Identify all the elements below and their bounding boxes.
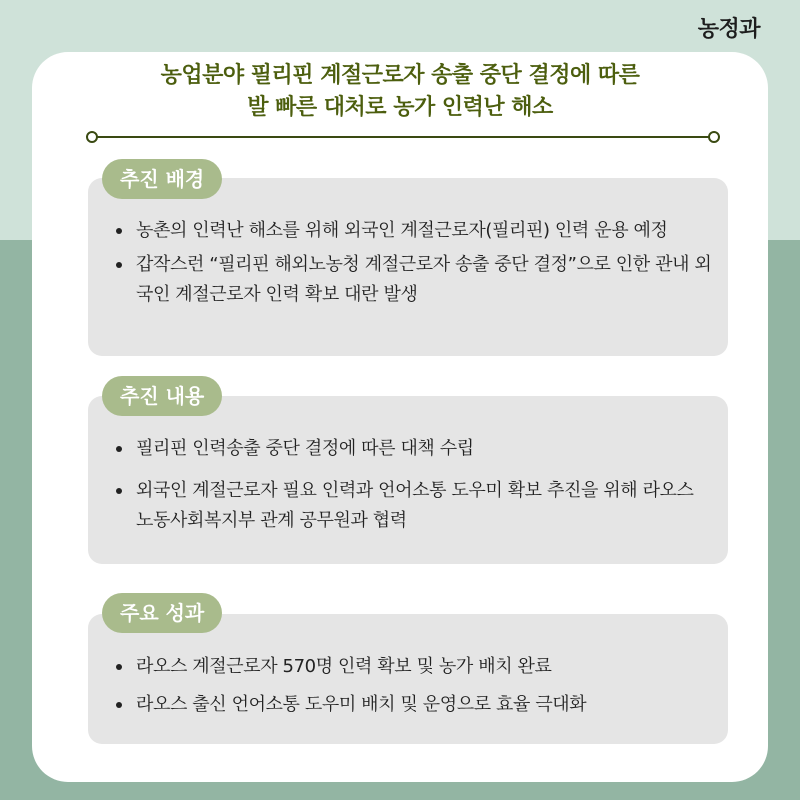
- list-item-text: 농촌의 인력난 해소를 위해 외국인 계절근로자(필리핀) 인력 운용 예정: [136, 220, 668, 241]
- list-item-text: 갑작스런 “필리핀 해외노농청 계절근로자 송출 중단 결정”으로 인한 관내 외국인 계절근로자 인력 확보 대란 발생: [136, 254, 712, 305]
- list-item-text: 필리핀 인력송출 중단 결정에 따른 대책 수립: [136, 438, 474, 459]
- department-label: 농정과: [697, 17, 760, 42]
- list-item: [114, 652, 714, 682]
- section-label-results: 주요 성과: [102, 593, 222, 633]
- bullet-icon: [116, 664, 122, 670]
- divider-line: [92, 136, 714, 138]
- list-item: [114, 250, 714, 310]
- list-item: [114, 476, 714, 536]
- bullet-icon: [116, 446, 122, 452]
- section-results-list: [114, 652, 714, 720]
- section-background: [88, 178, 728, 356]
- bullet-icon: [116, 702, 122, 708]
- title-line-2: 발 빠른 대처로 농가 인력난 해소: [247, 95, 553, 120]
- list-item-text: 라오스 계절근로자 570명 인력 확보 및 농가 배치 완료: [136, 656, 552, 677]
- title-divider: [86, 131, 720, 143]
- section-results: [88, 614, 728, 744]
- list-item-text: 라오스 출신 언어소통 도우미 배치 및 운영으로 효율 극대화: [136, 694, 587, 715]
- list-item-text: 외국인 계절근로자 필요 인력과 언어소통 도우미 확보 추진을 위해 라오스 노동사회복지부 관계 공무원과 협력: [136, 480, 694, 531]
- section-label-background: 추진 배경: [102, 159, 222, 199]
- section-label-content: 추진 내용: [102, 376, 222, 416]
- list-item: [114, 690, 714, 720]
- section-content-list: [114, 434, 714, 536]
- title-line-1: 농업분야 필리핀 계절근로자 송출 중단 결정에 따른: [160, 63, 640, 88]
- page-title: [0, 60, 800, 124]
- section-background-list: [114, 216, 714, 310]
- list-item: [114, 216, 714, 246]
- bullet-icon: [116, 488, 122, 494]
- divider-right-dot: [708, 131, 720, 143]
- divider-left-dot: [86, 131, 98, 143]
- bullet-icon: [116, 262, 122, 268]
- bullet-icon: [116, 228, 122, 234]
- section-content: [88, 396, 728, 564]
- list-item: [114, 434, 714, 464]
